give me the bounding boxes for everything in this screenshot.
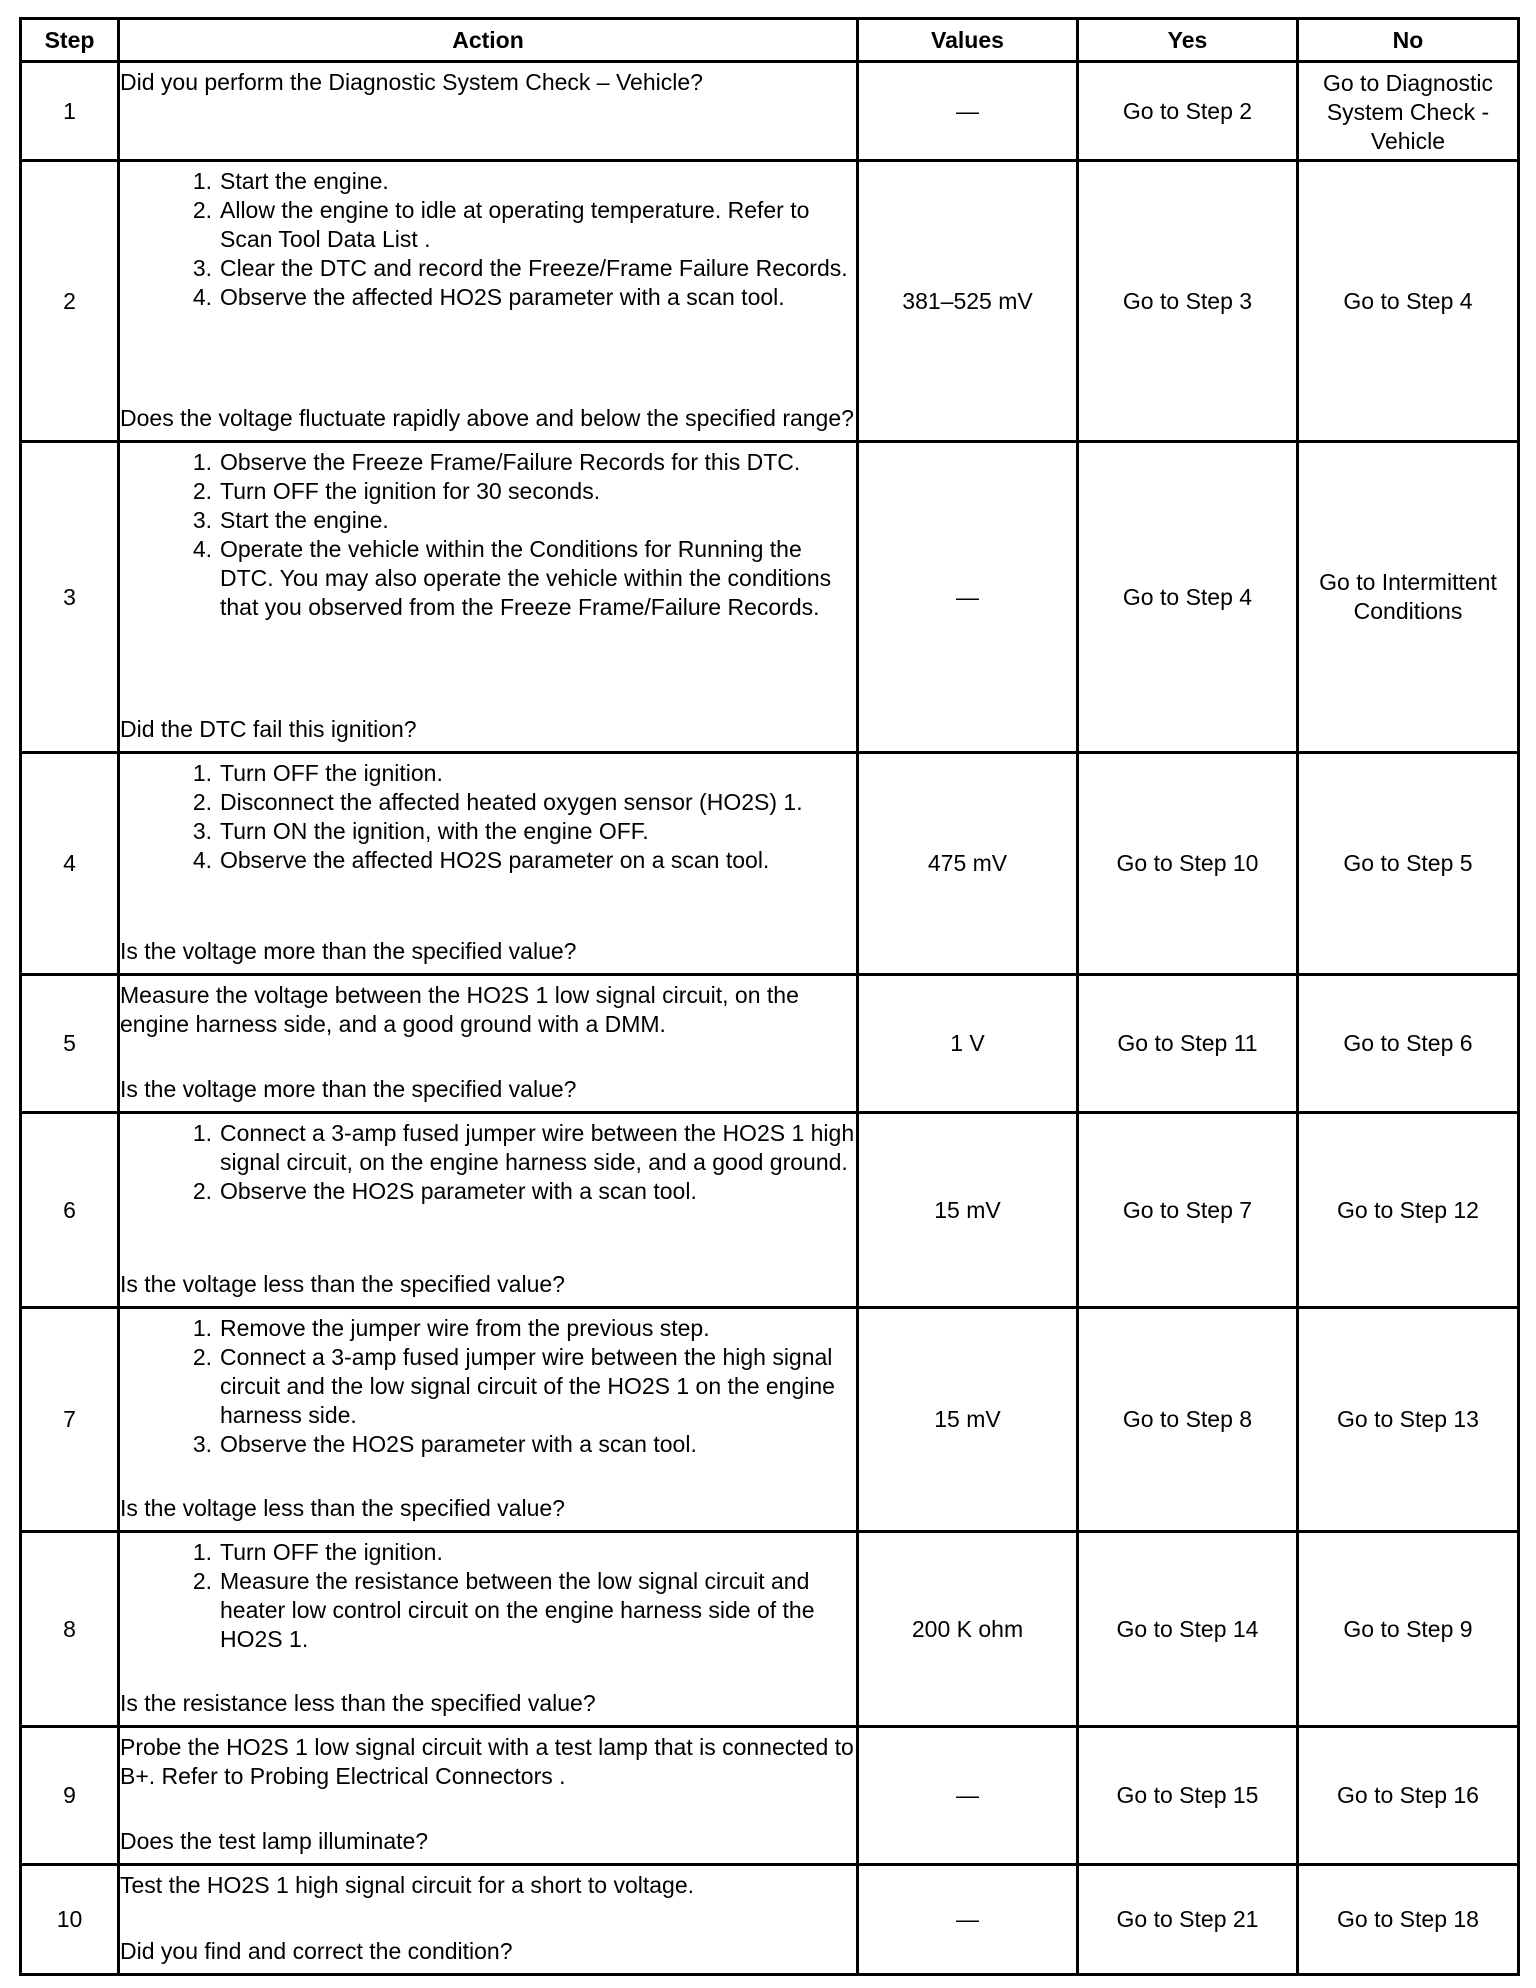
list-item xyxy=(120,167,856,196)
action-cell xyxy=(119,161,858,442)
list-item-text: Observe the affected HO2S parameter on a scan tool. xyxy=(220,846,770,873)
list-item-number: 4. xyxy=(192,535,212,562)
yes-link[interactable]: Go to Step 15 xyxy=(1078,1727,1298,1865)
table-row xyxy=(21,442,1519,753)
procedure-list xyxy=(120,1119,856,1206)
step-number: 2 xyxy=(21,161,119,442)
list-item-text: Connect a 3-amp fused jumper wire between the high signal circuit and the low signal circuit of the HO2S 1 on the engine harness side. xyxy=(220,1343,835,1428)
yes-link[interactable]: Go to Step 14 xyxy=(1078,1532,1298,1727)
yes-link[interactable]: Go to Step 7 xyxy=(1078,1113,1298,1308)
list-item-number: 3. xyxy=(192,506,212,533)
list-item xyxy=(120,1177,856,1206)
procedure-list xyxy=(120,448,856,622)
list-item xyxy=(120,535,856,622)
list-item-number: 3. xyxy=(192,1430,212,1457)
list-item-number: 4. xyxy=(192,283,212,310)
value-cell: 381–525 mV xyxy=(858,161,1078,442)
question-text: Is the voltage less than the specified value? xyxy=(120,1494,565,1521)
yes-link[interactable]: Go to Step 4 xyxy=(1078,442,1298,753)
list-item-text: Measure the resistance between the low signal circuit and heater low control circuit on the engine harness side of the HO2S 1. xyxy=(220,1567,815,1652)
list-item-text: Turn OFF the ignition. xyxy=(220,759,443,786)
procedure-list xyxy=(120,1314,856,1459)
step-number: 5 xyxy=(21,975,119,1113)
value-cell: — xyxy=(858,1727,1078,1865)
list-item-text: Remove the jumper wire from the previous step. xyxy=(220,1314,710,1341)
header-row xyxy=(21,19,1519,62)
list-item-text: Turn OFF the ignition. xyxy=(220,1538,443,1565)
list-item-number: 2. xyxy=(192,477,212,504)
step-number: 8 xyxy=(21,1532,119,1727)
list-item-number: 1. xyxy=(192,1119,212,1146)
table-row xyxy=(21,975,1519,1113)
action-cell xyxy=(119,1532,858,1727)
no-link[interactable]: Go to Step 9 xyxy=(1298,1532,1519,1727)
table-row xyxy=(21,62,1519,161)
list-item-number: 1. xyxy=(192,759,212,786)
question-text: Is the voltage more than the specified value? xyxy=(120,1075,577,1102)
list-item-number: 2. xyxy=(192,1567,212,1594)
no-link[interactable]: Go to Step 5 xyxy=(1298,753,1519,975)
list-item xyxy=(120,448,856,477)
list-item-text: Start the engine. xyxy=(220,167,389,194)
value-cell: — xyxy=(858,1865,1078,1975)
list-item-number: 2. xyxy=(192,788,212,815)
value-cell: 200 K ohm xyxy=(858,1532,1078,1727)
list-item xyxy=(120,1119,856,1177)
yes-link[interactable]: Go to Step 11 xyxy=(1078,975,1298,1113)
no-link[interactable]: Go to Step 6 xyxy=(1298,975,1519,1113)
list-item-text: Operate the vehicle within the Conditions for Running the DTC. You may also operate the vehicle within the conditions that you observed from the Freeze Frame/Failure Records. xyxy=(220,535,832,620)
list-item xyxy=(120,846,856,875)
list-item-number: 1. xyxy=(192,448,212,475)
no-link[interactable]: Go to Step 4 xyxy=(1298,161,1519,442)
value-cell: 15 mV xyxy=(858,1113,1078,1308)
list-item-number: 3. xyxy=(192,817,212,844)
list-item xyxy=(120,196,856,254)
procedure-list xyxy=(120,167,856,312)
list-item-number: 2. xyxy=(192,196,212,223)
list-item xyxy=(120,817,856,846)
list-item xyxy=(120,1538,856,1567)
step-number: 10 xyxy=(21,1865,119,1975)
question-text: Is the voltage less than the specified value? xyxy=(120,1270,565,1297)
procedure-list xyxy=(120,759,856,875)
list-item-number: 2. xyxy=(192,1343,212,1370)
yes-link[interactable]: Go to Step 21 xyxy=(1078,1865,1298,1975)
yes-link[interactable]: Go to Step 10 xyxy=(1078,753,1298,975)
table-row xyxy=(21,1865,1519,1975)
list-item-text: Observe the HO2S parameter with a scan tool. xyxy=(220,1430,697,1457)
list-item-number: 3. xyxy=(192,254,212,281)
yes-link[interactable]: Go to Step 2 xyxy=(1078,62,1298,161)
question-text: Is the voltage more than the specified value? xyxy=(120,937,577,964)
list-item xyxy=(120,506,856,535)
list-item-text: Allow the engine to idle at operating temperature. Refer to Scan Tool Data List . xyxy=(220,196,810,252)
table-row xyxy=(21,753,1519,975)
list-item-number: 2. xyxy=(192,1177,212,1204)
table-row xyxy=(21,1532,1519,1727)
value-cell: — xyxy=(858,442,1078,753)
list-item-number: 1. xyxy=(192,1314,212,1341)
list-item-number: 1. xyxy=(192,167,212,194)
action-cell xyxy=(119,1308,858,1532)
action-cell xyxy=(119,62,858,161)
action-cell xyxy=(119,1727,858,1865)
list-item-text: Turn OFF the ignition for 30 seconds. xyxy=(220,477,601,504)
header-no: No xyxy=(1298,19,1519,62)
diagnostic-table xyxy=(19,17,1520,1976)
action-cell xyxy=(119,442,858,753)
header-step: Step xyxy=(21,19,119,62)
no-link[interactable]: Go to Step 16 xyxy=(1298,1727,1519,1865)
list-item-text: Observe the affected HO2S parameter with a scan tool. xyxy=(220,283,785,310)
action-cell xyxy=(119,975,858,1113)
list-item-text: Connect a 3-amp fused jumper wire between the HO2S 1 high signal circuit, on the engine harness side, and a good ground. xyxy=(220,1119,855,1175)
list-item-number: 4. xyxy=(192,846,212,873)
list-item xyxy=(120,477,856,506)
action-text: Test the HO2S 1 high signal circuit for a short to voltage. xyxy=(120,1871,695,1898)
question-text: Does the voltage fluctuate rapidly above and below the specified range? xyxy=(120,404,854,431)
list-item-text: Clear the DTC and record the Freeze/Frame Failure Records. xyxy=(220,254,848,281)
value-cell: — xyxy=(858,62,1078,161)
action-cell xyxy=(119,1865,858,1975)
list-item-text: Start the engine. xyxy=(220,506,389,533)
list-item xyxy=(120,1430,856,1459)
step-number: 1 xyxy=(21,62,119,161)
step-number: 3 xyxy=(21,442,119,753)
action-text: Measure the voltage between the HO2S 1 low signal circuit, on the engine harness side, and a good ground with a DMM. xyxy=(120,981,799,1037)
procedure-list xyxy=(120,1538,856,1654)
header-action: Action xyxy=(119,19,858,62)
no-link[interactable]: Go to Diagnostic System Check - Vehicle xyxy=(1298,62,1519,161)
value-cell: 475 mV xyxy=(858,753,1078,975)
yes-link[interactable]: Go to Step 3 xyxy=(1078,161,1298,442)
step-number: 4 xyxy=(21,753,119,975)
action-cell xyxy=(119,1113,858,1308)
action-text: Probe the HO2S 1 low signal circuit with a test lamp that is connected to B+. Refer to Probing Electrical Connectors . xyxy=(120,1733,854,1789)
step-number: 6 xyxy=(21,1113,119,1308)
question-text: Did you find and correct the condition? xyxy=(120,1937,513,1964)
list-item xyxy=(120,283,856,312)
header-yes: Yes xyxy=(1078,19,1298,62)
list-item-text: Observe the HO2S parameter with a scan tool. xyxy=(220,1177,697,1204)
no-link[interactable]: Go to Intermittent Conditions xyxy=(1298,442,1519,753)
list-item xyxy=(120,759,856,788)
list-item xyxy=(120,1343,856,1430)
action-text: Did you perform the Diagnostic System Check – Vehicle? xyxy=(120,68,703,95)
list-item-text: Disconnect the affected heated oxygen sensor (HO2S) 1. xyxy=(220,788,803,815)
value-cell: 1 V xyxy=(858,975,1078,1113)
table-row xyxy=(21,1308,1519,1532)
list-item xyxy=(120,1314,856,1343)
yes-link[interactable]: Go to Step 8 xyxy=(1078,1308,1298,1532)
no-link[interactable]: Go to Step 18 xyxy=(1298,1865,1519,1975)
table-row xyxy=(21,161,1519,442)
header-values: Values xyxy=(858,19,1078,62)
table-row xyxy=(21,1727,1519,1865)
value-cell: 15 mV xyxy=(858,1308,1078,1532)
table-row xyxy=(21,1113,1519,1308)
list-item xyxy=(120,1567,856,1654)
action-cell xyxy=(119,753,858,975)
question-text: Is the resistance less than the specified value? xyxy=(120,1689,596,1716)
step-number: 9 xyxy=(21,1727,119,1865)
list-item-number: 1. xyxy=(192,1538,212,1565)
no-link[interactable]: Go to Step 12 xyxy=(1298,1113,1519,1308)
list-item xyxy=(120,788,856,817)
list-item-text: Observe the Freeze Frame/Failure Records for this DTC. xyxy=(220,448,801,475)
question-text: Did the DTC fail this ignition? xyxy=(120,715,417,742)
list-item xyxy=(120,254,856,283)
no-link[interactable]: Go to Step 13 xyxy=(1298,1308,1519,1532)
step-number: 7 xyxy=(21,1308,119,1532)
question-text: Does the test lamp illuminate? xyxy=(120,1827,429,1854)
list-item-text: Turn ON the ignition, with the engine OFF. xyxy=(220,817,649,844)
